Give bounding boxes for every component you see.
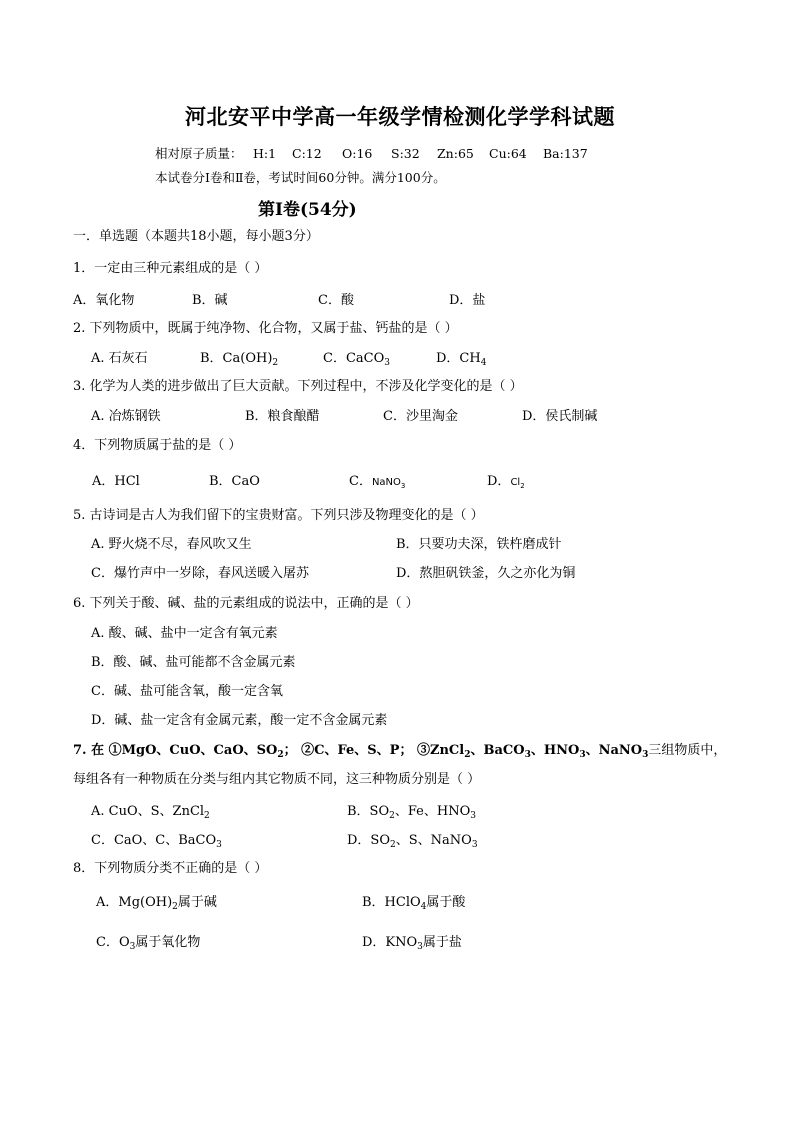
section-instruction: 一．单选题（本题共18小题，每小题3分）: [73, 229, 319, 244]
q6-option-b: B．酸、碱、盐可能都不含金属元素: [91, 655, 296, 670]
question-3-stem: 3. 化学为人类的进步做出了巨大贡献。下列过程中，不涉及化学变化的是（ ）: [73, 379, 523, 394]
q3-option-c: C．沙里淘金: [383, 409, 458, 424]
q1-option-a: A．氧化物: [73, 293, 135, 308]
q7-option-d: D．$SO_2$、S、NaNO$_3$: [347, 833, 478, 850]
question-7-stem-line2: 每组各有一种物质在分类与组内其它物质不同，这三种物质分别是（ ）: [73, 772, 481, 787]
q8-option-c: C．$O_3$属于氧化物: [96, 935, 201, 952]
question-4-stem: 4．下列物质属于盐的是（ ）: [73, 438, 242, 453]
q1-option-b: B．碱: [192, 293, 228, 308]
q8-option-d: D．$KNO_3$属于盐: [362, 935, 462, 952]
q8-option-b: B．HClO$_4$属于酸: [362, 895, 466, 912]
atomic-mass-zn: Zn:65: [437, 146, 474, 161]
atomic-mass-ba: Ba:137: [543, 146, 588, 161]
q3-option-b: B．粮食酿醋: [245, 409, 320, 424]
atomic-masses-label: 相对原子质量：: [155, 146, 243, 161]
question-7-stem-line1: 7. 在 ①MgO、CuO、CaO、$SO_2$； ②C、Fe、S、P； ③ZnCl$_2$、BaCO$_3$、$HNO_3$、NaNO$_3$三组物质中，: [73, 743, 727, 760]
q5-option-a: A. 野火烧不尽，春风吹又生: [91, 537, 252, 552]
q8-option-a: A．$Mg(OH)_2$属于碱: [96, 895, 217, 912]
q4-option-d: D．$Cl_2$: [487, 474, 525, 490]
q4-option-a: A．HCl: [92, 474, 140, 489]
q2-option-d: D．$CH_4$: [436, 351, 487, 368]
question-8-stem: 8．下列物质分类不正确的是（ ）: [73, 861, 268, 876]
q6-option-d: D．碱、盐一定含有金属元素，酸一定不含金属元素: [91, 713, 388, 728]
question-5-stem: 5. 古诗词是古人为我们留下的宝贵财富。下列只涉及物理变化的是（ ）: [73, 508, 484, 523]
q2-option-b: B．$Ca(OH)_2$: [200, 351, 279, 368]
question-1-stem: 1．一定由三种元素组成的是（ ）: [73, 261, 268, 276]
atomic-mass-h: H:1: [253, 146, 277, 161]
q6-option-a: A. 酸、碱、盐中一定含有氧元素: [91, 626, 278, 641]
q6-option-c: C．碱、盐可能含氧，酸一定含氧: [91, 684, 283, 699]
q7-option-a: A. CuO、S、ZnCl$_2$: [91, 804, 210, 821]
q5-option-d: D．熬胆矾铁釜，久之亦化为铜: [396, 566, 576, 581]
q5-option-c: C．爆竹声中一岁除，春风送暖入屠苏: [91, 566, 309, 581]
question-6-stem: 6. 下列关于酸、碱、盐的元素组成的说法中，正确的是（ ）: [73, 596, 419, 611]
atomic-mass-o: O:16: [342, 146, 373, 161]
q5-option-b: B．只要功夫深，铁杵磨成针: [396, 537, 562, 552]
q2-option-a: A. 石灰石: [91, 351, 148, 366]
exam-title: 河北安平中学高一年级学情检测化学学科试题: [185, 105, 615, 129]
atomic-mass-s: S:32: [391, 146, 420, 161]
atomic-mass-c: C:12: [292, 146, 322, 161]
q7-option-c: C．CaO、C、BaCO$_3$: [91, 833, 222, 850]
q4-option-b: B．CaO: [209, 474, 260, 489]
q4-option-c: C．NaNO$_3$: [349, 474, 406, 490]
q3-option-d: D．侯氏制碱: [522, 409, 598, 424]
q1-option-c: C．酸: [318, 293, 354, 308]
exam-instructions: 本试卷分Ⅰ卷和Ⅱ卷，考试时间60分钟。满分100分。: [155, 170, 446, 185]
q7-option-b: B．$SO_2$、Fe、$HNO_3$: [347, 804, 476, 821]
q1-option-d: D．盐: [449, 293, 486, 308]
question-2-stem: 2. 下列物质中，既属于纯净物、化合物，又属于盐、钙盐的是（ ）: [73, 321, 458, 336]
q3-option-a: A. 冶炼钢铁: [91, 409, 161, 424]
section-title: 第Ⅰ卷(54分): [258, 200, 357, 220]
atomic-mass-cu: Cu:64: [489, 146, 527, 161]
q2-option-c: C．CaCO$_3$: [323, 351, 390, 368]
